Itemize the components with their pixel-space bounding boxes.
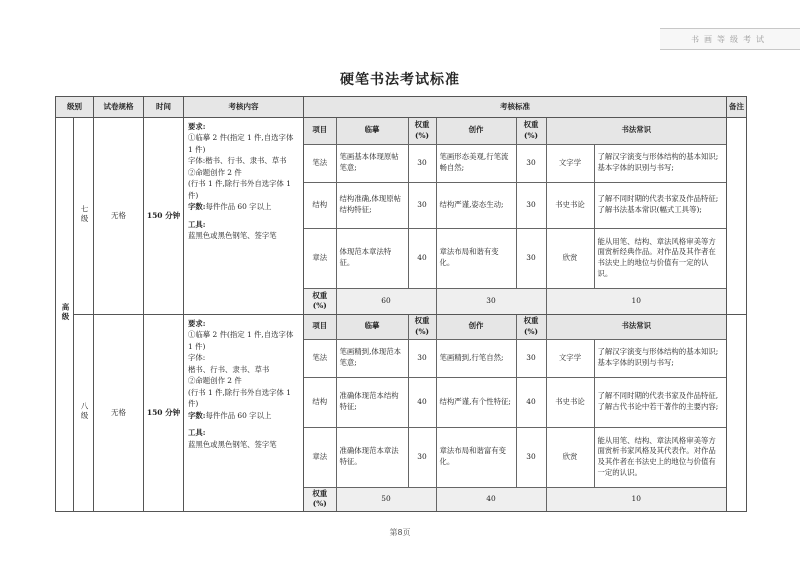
content-cell [184, 118, 304, 315]
req-line: ②命题创作 2 件 [188, 376, 242, 386]
criteria-row [304, 339, 726, 377]
knowledge-detail: 了解不同时期的代表书家及作品特征;了解书法基本常识(幅式工具等); [594, 182, 726, 228]
knowledge-topic: 欣赏 [546, 228, 594, 288]
col-spec: 试卷规格 [94, 97, 144, 118]
sub-col-knowledge: 书法常识 [546, 118, 726, 144]
req-line: ①临摹 2 件(指定 1 件,自选字体 1 件) [188, 330, 294, 351]
table-row [56, 118, 747, 315]
criteria-create-weight: 30 [516, 339, 546, 377]
weight-create: 30 [436, 288, 546, 314]
criteria-item: 章法 [304, 427, 336, 487]
weight-knowledge: 10 [546, 288, 726, 314]
word-count: 字数:每件作品 60 字以上 [188, 202, 272, 212]
tools-label: 工具: [188, 428, 206, 438]
time-cell: 150 分钟 [144, 315, 184, 512]
sub-col-copy: 临摹 [336, 118, 408, 144]
knowledge-topic: 欣赏 [546, 427, 594, 487]
weight-copy: 50 [336, 487, 436, 511]
standard-cell [304, 315, 727, 512]
criteria-row [304, 427, 726, 487]
criteria-copy: 结构准确,体现原帖结构特征; [336, 182, 408, 228]
criteria-row [304, 144, 726, 182]
col-time: 时间 [144, 97, 184, 118]
criteria-create-weight: 40 [516, 377, 546, 427]
criteria-row [304, 228, 726, 288]
weight-row [304, 487, 726, 511]
criteria-copy-weight: 40 [408, 377, 436, 427]
weight-label: 权重(%) [304, 288, 336, 314]
level-cell: 八级 [74, 315, 94, 512]
sub-header-row [304, 118, 726, 144]
page-number: 第8页 [389, 528, 411, 537]
criteria-item: 笔法 [304, 144, 336, 182]
tools-text: 蓝黑色或黑色钢笔、签字笔 [188, 231, 277, 241]
criteria-create: 笔画精到,行笔自然; [436, 339, 516, 377]
criteria-copy: 准确体现范本章法特征。 [336, 427, 408, 487]
knowledge-detail: 了解汉字演变与形体结构的基本知识;基本字体的识别与书写; [594, 144, 726, 182]
sub-col-weight: 权重(%) [516, 315, 546, 339]
remark-cell [727, 315, 747, 512]
sub-col-knowledge: 书法常识 [546, 315, 726, 339]
weight-copy: 60 [336, 288, 436, 314]
table-row [56, 315, 747, 512]
knowledge-topic: 书史书论 [546, 182, 594, 228]
criteria-copy: 笔画精到,体现范本笔意; [336, 339, 408, 377]
spec-cell: 无格 [94, 315, 144, 512]
criteria-create: 章法布局和谐富有变化。 [436, 427, 516, 487]
standard-subtable [304, 118, 726, 314]
knowledge-topic: 文字学 [546, 144, 594, 182]
col-remark: 备注 [727, 97, 747, 118]
criteria-row [304, 377, 726, 427]
req-line: 楷书、行书、隶书、草书 [188, 364, 270, 374]
level-cell: 七级 [74, 118, 94, 315]
standard-subtable [304, 315, 726, 511]
knowledge-topic: 书史书论 [546, 377, 594, 427]
req-line: 字体:楷书、行书、隶书、草书 [188, 156, 287, 166]
req-label: 要求: [188, 319, 206, 328]
sub-col-create: 创作 [436, 118, 516, 144]
sub-col-item: 项目 [304, 118, 336, 144]
req-line: ①临摹 2 件(指定 1 件,自选字体 1 件) [188, 133, 294, 154]
sub-col-weight: 权重(%) [408, 118, 436, 144]
criteria-item: 结构 [304, 182, 336, 228]
criteria-copy-weight: 30 [408, 182, 436, 228]
word-count: 字数:每件作品 60 字以上 [188, 410, 272, 420]
remark-cell [727, 118, 747, 315]
sub-col-weight: 权重(%) [408, 315, 436, 339]
page-title: 硬笔书法考试标准 [340, 72, 460, 88]
tools-text: 蓝黑色或黑色钢笔、签字笔 [188, 439, 277, 449]
exam-standard-table [55, 96, 747, 512]
req-line: (行书 1 件,除行书外自选字体 1 件) [188, 179, 291, 200]
col-content: 考核内容 [184, 97, 304, 118]
criteria-create-weight: 30 [516, 144, 546, 182]
weight-create: 40 [436, 487, 546, 511]
series-header: 书画等级考试 [660, 28, 800, 50]
tools-label: 工具: [188, 219, 206, 229]
criteria-copy: 笔画基本体现原帖笔意; [336, 144, 408, 182]
criteria-create: 结构严谨,有个性特征; [436, 377, 516, 427]
criteria-item: 章法 [304, 228, 336, 288]
weight-row [304, 288, 726, 314]
weight-knowledge: 10 [546, 487, 726, 511]
criteria-copy-weight: 30 [408, 144, 436, 182]
criteria-item: 结构 [304, 377, 336, 427]
knowledge-detail: 能从用笔、结构、章法风格审美等方面赏析经典作品。对作品及其作者在书法史上的地位与价值有一定的认识。 [594, 228, 726, 288]
knowledge-detail: 了解汉字演变与形体结构的基本知识;基本字体的识别与书写; [594, 339, 726, 377]
req-line: ②命题创作 2 件 [188, 167, 242, 177]
sub-header-row [304, 315, 726, 339]
criteria-copy-weight: 30 [408, 427, 436, 487]
criteria-create-weight: 30 [516, 182, 546, 228]
col-standard: 考核标准 [304, 97, 727, 118]
col-level: 级别 [56, 97, 94, 118]
standard-cell [304, 118, 727, 315]
req-label: 要求: [188, 122, 206, 131]
criteria-row [304, 182, 726, 228]
criteria-copy-weight: 30 [408, 339, 436, 377]
criteria-copy: 体现范本章法特征。 [336, 228, 408, 288]
knowledge-detail: 能从用笔、结构、章法风格审美等方面赏析书家风格及其代表作。对作品及其作者在书法史上的地位与价值有一定的认识。 [594, 427, 726, 487]
criteria-create-weight: 30 [516, 228, 546, 288]
sub-col-weight: 权重(%) [516, 118, 546, 144]
time-cell: 150 分钟 [144, 118, 184, 315]
sub-col-item: 项目 [304, 315, 336, 339]
criteria-copy: 准确体现范本结构特征; [336, 377, 408, 427]
req-line: 字体: [188, 353, 206, 363]
knowledge-topic: 文字学 [546, 339, 594, 377]
criteria-item: 笔法 [304, 339, 336, 377]
content-cell [184, 315, 304, 512]
criteria-create: 结构严谨,姿态生动; [436, 182, 516, 228]
weight-label: 权重(%) [304, 487, 336, 511]
knowledge-detail: 了解不同时期的代表书家及作品特征,了解古代书论中若干著作的主要内容; [594, 377, 726, 427]
spec-cell: 无格 [94, 118, 144, 315]
criteria-create: 章法布局和谐有变化。 [436, 228, 516, 288]
req-line: (行书 1 件,除行书外自选字体 1 件) [188, 387, 291, 409]
group-cell: 高级 [56, 118, 74, 512]
criteria-copy-weight: 40 [408, 228, 436, 288]
criteria-create: 笔画形态美观,行笔流畅自然; [436, 144, 516, 182]
table-header-row [56, 97, 747, 118]
criteria-create-weight: 30 [516, 427, 546, 487]
sub-col-copy: 临摹 [336, 315, 408, 339]
sub-col-create: 创作 [436, 315, 516, 339]
